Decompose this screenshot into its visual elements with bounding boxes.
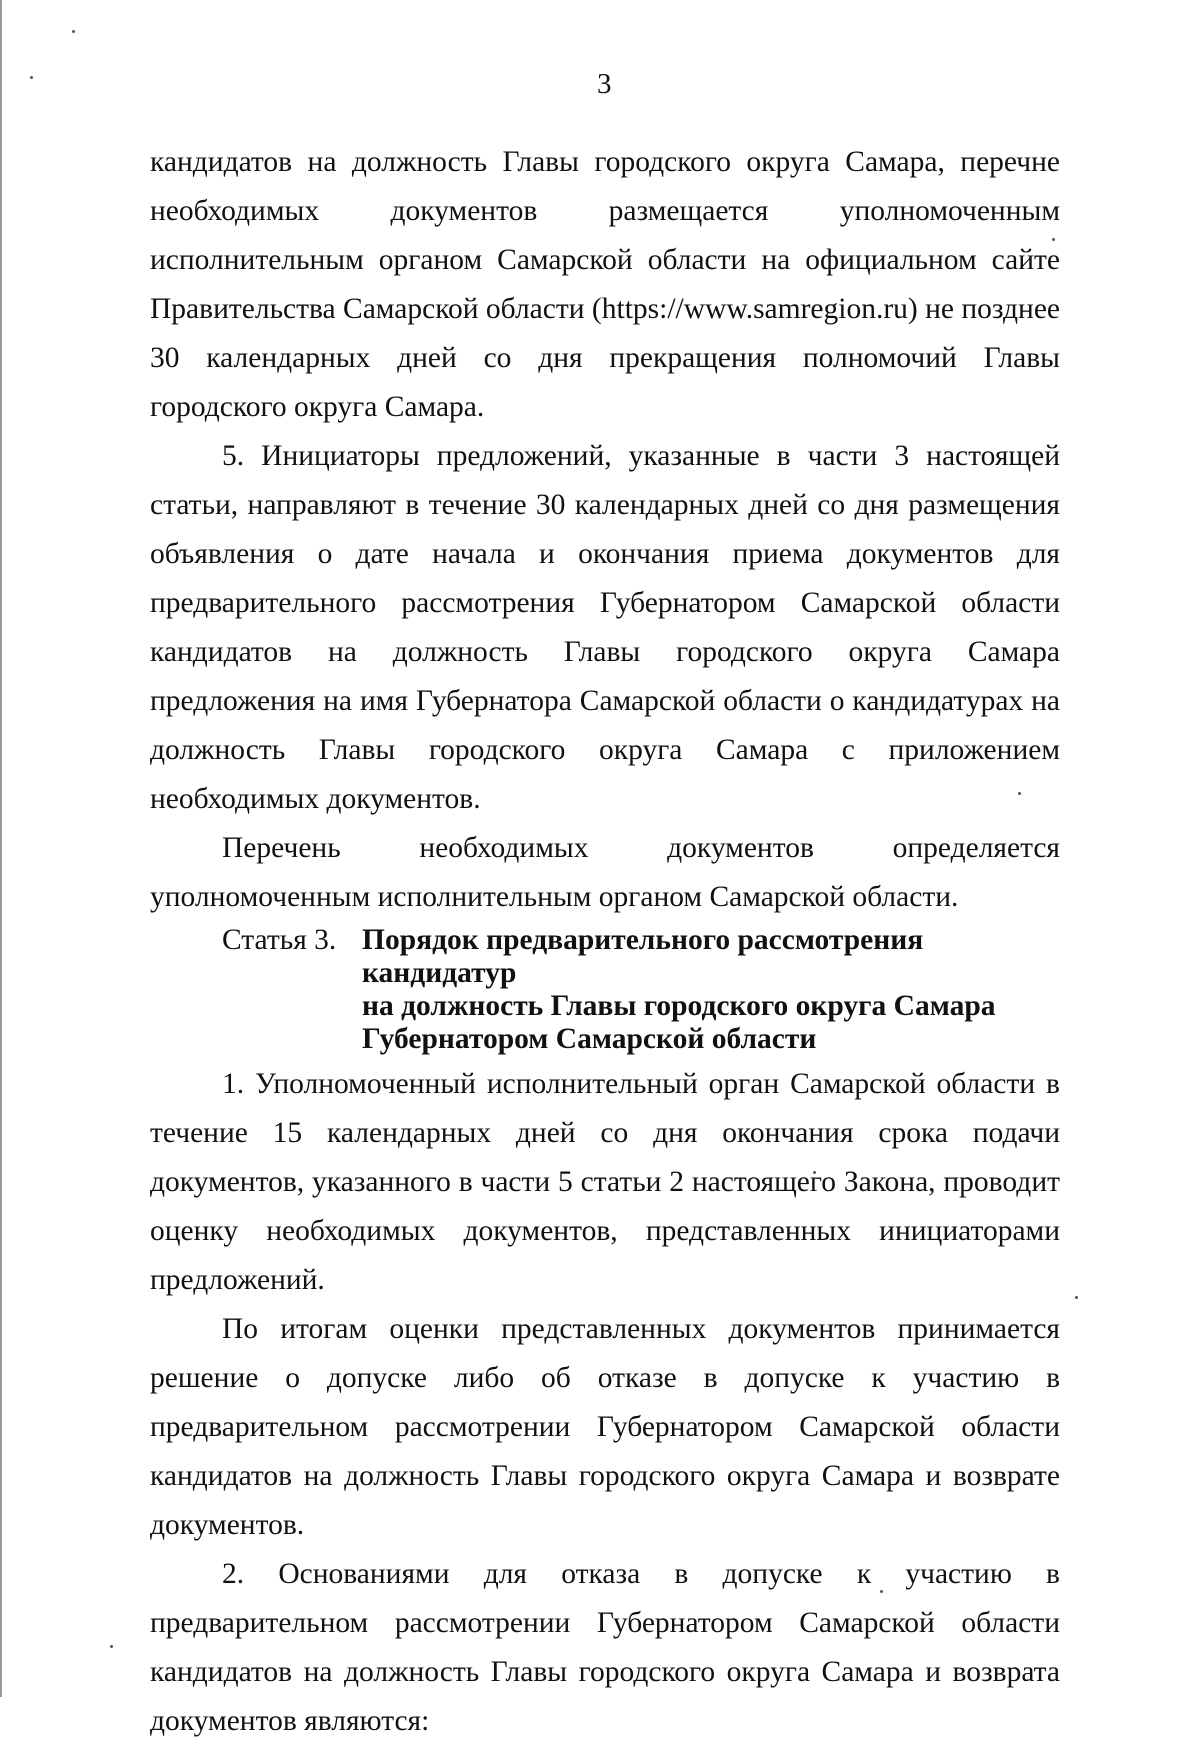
scan-speck bbox=[30, 76, 33, 79]
article-title-line: Губернатором Самарской области bbox=[362, 1023, 817, 1055]
scan-left-edge bbox=[0, 0, 2, 1697]
scan-speck bbox=[110, 1645, 113, 1648]
paragraph: 5. Инициаторы предложений, указанные в части 3 настоящей статьи, направляют в течение 30 календарных дней со дня размещения объявления о дате начала и окончания приема документов для предварительного рассмотрения Губернатором Самарской области кандидатов на должность Главы городского округа Самара предложения на имя Губернатора Самарской области о кандидатурах на должность Главы городского округа Самара с приложением необходимых документов. bbox=[150, 440, 1060, 815]
document-body bbox=[150, 138, 1060, 1746]
article-label: Статья 3. bbox=[222, 924, 337, 956]
article-title bbox=[362, 924, 1060, 1056]
scan-speck bbox=[72, 30, 75, 33]
article-title-line: на должность Главы городского округа Самара bbox=[362, 990, 996, 1022]
paragraph: По итогам оценки представленных документов принимается решение о допуске либо об отказе в допуске к участию в предварительном рассмотрении Губернатором Самарской области кандидатов на должность Главы городского округа Самара и возврате документов. bbox=[150, 1313, 1060, 1541]
paragraph: 1. Уполномоченный исполнительный орган Самарской области в течение 15 календарных дней со дня окончания срока подачи документов, указанного в части 5 статьи 2 настоящего Закона, проводит оценку необходимых документов, представленных инициаторами предложений. bbox=[150, 1068, 1060, 1296]
paragraph: кандидатов на должность Главы городского округа Самара, перечне необходимых документов размещается уполномоченным исполнительным органом Самарской области на официальном сайте Правительства Самарской области (https://www.samregion.ru) не позднее 30 календарных дней со дня прекращения полномочий Главы городского округа Самара. bbox=[150, 146, 1061, 423]
article-heading bbox=[150, 924, 1060, 1056]
scan-speck bbox=[1075, 1296, 1078, 1299]
paragraph: 2. Основаниями для отказа в допуске к участию в предварительном рассмотрении Губернатором Самарской области кандидатов на должность Главы городского округа Самара и возврата документов являются: bbox=[150, 1558, 1060, 1737]
paragraph: Перечень необходимых документов определяется уполномоченным исполнительным органом Самарской области. bbox=[150, 832, 1060, 913]
page-number: 3 bbox=[597, 68, 612, 100]
article-title-line: Порядок предварительного рассмотрения кандидатур bbox=[362, 924, 924, 989]
